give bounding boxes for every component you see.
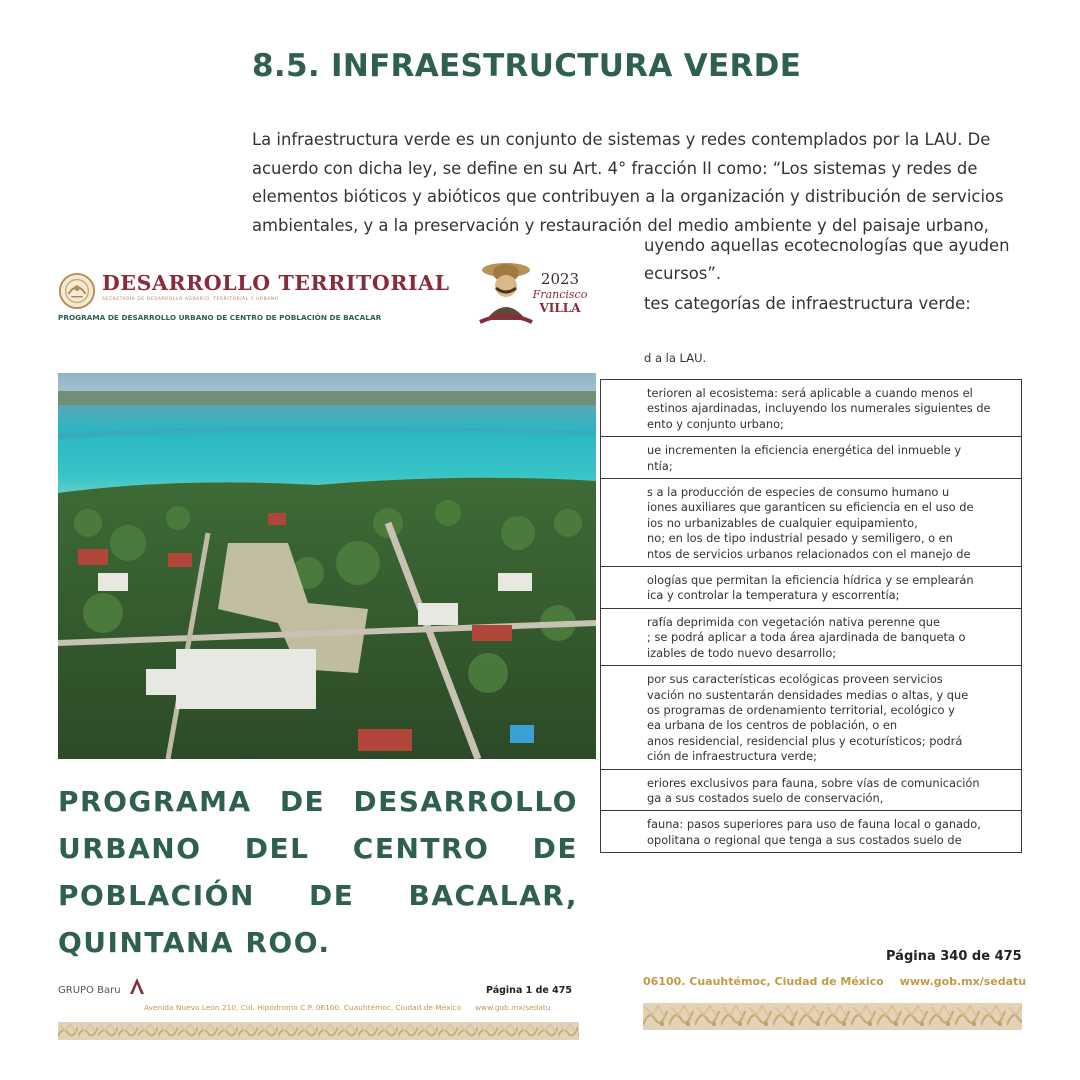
brand-title: DESARROLLO TERRITORIAL bbox=[102, 271, 450, 295]
paragraph-line: elementos bióticos y abióticos que contribuyen a la organización y distribución de servicios bbox=[252, 187, 1004, 206]
table-cell-line: izables de todo nuevo desarrollo; bbox=[647, 645, 837, 660]
table-cell-line: opolitana o regional que tenga a sus costados suelo de bbox=[647, 832, 962, 847]
cover-title-word: DESARROLLO bbox=[353, 785, 578, 818]
footer-web-link[interactable]: www.gob.mx/sedatu bbox=[475, 1003, 551, 1012]
intro-paragraph bbox=[252, 126, 1024, 240]
brand-subtitle: SECRETARÍA DE DESARROLLO AGRARIO, TERRITORIAL Y URBANO bbox=[102, 297, 279, 302]
footer-address: Avenida Nuevo León 210, Col. Hipódromo C.P. 06100. Cuauhtémoc, Ciudad de México bbox=[144, 1003, 462, 1012]
aerial-photo-bacalar bbox=[58, 373, 596, 759]
page-number: Página 1 de 475 bbox=[486, 985, 572, 996]
table-cell-line: fauna: pasos superiores para uso de fauna local o ganado, bbox=[647, 817, 981, 832]
table-cell-line: terioren al ecosistema: será aplicable a cuando menos el bbox=[647, 386, 973, 400]
cover-title-word: PROGRAMA bbox=[58, 785, 252, 818]
paragraph-line: ambientales, y a la preservación y restauración del medio ambiente y del paisaje urbano, bbox=[252, 215, 989, 235]
cover-title-line bbox=[58, 825, 578, 872]
table-cell-line: os programas de ordenamiento territorial, ecológico y bbox=[647, 702, 955, 717]
table-row bbox=[600, 437, 1022, 479]
decorative-band bbox=[58, 1022, 579, 1040]
cover-title bbox=[58, 778, 578, 966]
table-cell-line: ; se podrá aplicar a toda área ajardinada de banqueta o bbox=[647, 630, 966, 645]
table-cell-line: ios no urbanizables de cualquier equipamiento, bbox=[647, 515, 918, 530]
cover-title-word: POBLACIÓN bbox=[58, 879, 255, 912]
grupo-baru-logo bbox=[58, 974, 148, 998]
cover-title-line bbox=[58, 919, 578, 966]
table-cell-line: no; en los de tipo industrial pesado y semiligero, o en bbox=[647, 531, 953, 546]
table-row bbox=[600, 666, 1022, 769]
grupo-baru-logo-text: GRUPO Baru bbox=[58, 985, 121, 996]
mexico-emblem-icon bbox=[58, 272, 96, 310]
table-cell-line: s a la producción de especies de consumo humano u bbox=[647, 485, 950, 500]
cover-title-word: CENTRO bbox=[352, 832, 490, 865]
table-cell-line: eriores exclusivos para fauna, sobre vías de comunicación bbox=[647, 775, 980, 790]
table-row bbox=[600, 479, 1022, 567]
table-caption: d a la LAU. bbox=[644, 351, 707, 365]
logo-year: 2023 bbox=[540, 270, 580, 288]
logo-name-last: VILLA bbox=[539, 301, 581, 315]
cover-page bbox=[40, 256, 600, 1056]
table-row bbox=[600, 770, 1022, 812]
table-cell-line: ntos de servicios urbanos relacionados con el manejo de bbox=[647, 546, 971, 561]
section-title: 8.5. INFRAESTRUCTURA VERDE bbox=[252, 48, 802, 84]
decorative-band bbox=[643, 1003, 1022, 1030]
table-cell-line: estinos ajardinadas, incluyendo los numerales siguientes de bbox=[647, 401, 991, 416]
cover-title-word: URBANO bbox=[58, 832, 202, 865]
table-cell-line: ica y controlar la temperatura y escorrentía; bbox=[647, 588, 900, 603]
page-footer bbox=[643, 975, 1026, 988]
logo-name-first: Francisco bbox=[532, 288, 588, 301]
table-row bbox=[600, 379, 1022, 437]
table-cell-line: ción de infraestructura verde; bbox=[647, 749, 818, 764]
cover-title-word: DEL bbox=[244, 832, 310, 865]
table-cell-line: vación no sustentarán densidades medias o altas, y que bbox=[647, 687, 969, 702]
table-cell-line: anos residencial, residencial plus y ecoturísticos; podrá bbox=[647, 733, 963, 748]
table-cell-line: iones auxiliares que garanticen su eficiencia en el uso de bbox=[647, 500, 974, 515]
table-row bbox=[600, 567, 1022, 609]
cover-title-line bbox=[58, 872, 578, 919]
paragraph-line: acuerdo con dicha ley, se define en su Art. 4° fracción II como: “Los sistemas y redes de bbox=[252, 158, 978, 178]
table-row bbox=[600, 811, 1022, 853]
paragraph-line: La infraestructura verde es un conjunto de sistemas y redes contemplados por la LAU. De bbox=[252, 130, 991, 149]
table-cell-line: ntía; bbox=[647, 458, 673, 473]
table-row bbox=[600, 609, 1022, 666]
francisco-villa-2023-logo bbox=[476, 260, 594, 326]
footer-web-link[interactable]: www.gob.mx/sedatu bbox=[899, 975, 1027, 988]
program-subtitle: PROGRAMA DE DESARROLLO URBANO DE CENTRO DE POBLACIÓN DE BACALAR bbox=[58, 313, 382, 322]
cover-title-word: DE bbox=[532, 832, 578, 865]
table-cell-line: ea urbana de los centros de población, o en bbox=[647, 718, 898, 733]
paragraph-line: uyendo aquellas ecotecnologías que ayuden bbox=[644, 236, 1010, 255]
cover-title-word: DE bbox=[279, 785, 326, 818]
table-cell-line: ento y conjunto urbano; bbox=[647, 416, 784, 431]
categories-table bbox=[600, 379, 1022, 924]
cover-title-word: QUINTANA ROO. bbox=[58, 926, 331, 959]
table-cell-line: ga a sus costados suelo de conservación, bbox=[647, 790, 884, 805]
footer-address: 06100. Cuauhtémoc, Ciudad de México bbox=[643, 975, 884, 988]
table-cell-line: rafía deprimida con vegetación nativa perenne que bbox=[647, 614, 940, 629]
table-cell-line: ue incrementen la eficiencia energética del inmueble y bbox=[647, 443, 962, 458]
table-cell-line: por sus características ecológicas proveen servicios bbox=[647, 672, 943, 687]
table-cell-line: ologías que permitan la eficiencia hídrica y se emplearán bbox=[647, 573, 974, 588]
cover-title-word: DE bbox=[309, 879, 355, 912]
cover-title-line bbox=[58, 778, 578, 825]
paragraph-line: ecursos”. bbox=[644, 264, 722, 283]
page-number: Página 340 de 475 bbox=[886, 949, 1022, 964]
page-footer bbox=[144, 1003, 550, 1012]
paragraph-line: tes categorías de infraestructura verde: bbox=[644, 294, 971, 313]
cover-title-word: BACALAR, bbox=[408, 879, 578, 912]
